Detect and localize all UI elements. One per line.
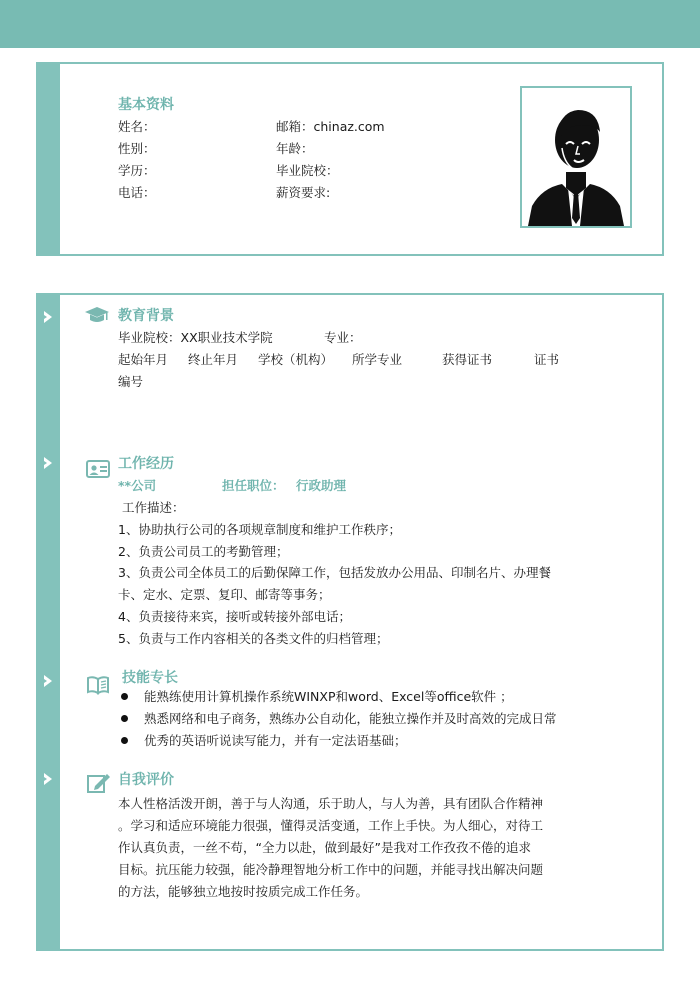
education-col-cert-no: 证书: [534, 352, 560, 367]
basic-info-title: 基本资料: [118, 97, 174, 113]
card-side-bar: [36, 62, 60, 256]
skill-item: 能熟练使用计算机操作系统WINXP和word、Excel等office软件 ；: [144, 689, 513, 704]
education-col-start: 起始年月: [118, 352, 169, 367]
bullet-dot: [121, 737, 128, 744]
skill-item: 熟悉网络和电子商务，熟练办公自动化，能独立操作并及时高效的完成日常: [144, 711, 557, 726]
email-label: 邮箱：chinaz.com: [276, 119, 385, 134]
salary-label: 薪资要求:: [276, 185, 331, 200]
top-banner: [0, 0, 700, 48]
self-eval-line: 的方法，能够独立地按时按质完成工作任务。: [118, 884, 369, 899]
skills-title: 技能专长: [122, 670, 178, 686]
self-eval-title: 自我评价: [118, 772, 174, 788]
work-position-label: 担任职位：: [222, 478, 285, 493]
book-icon: [86, 675, 112, 695]
work-item: 1、协助执行公司的各项规章制度和维护工作秩序；: [118, 522, 401, 537]
education-col-cert-no-wrap: 编号: [118, 374, 144, 389]
chevron-right-icon: [40, 455, 56, 471]
education-title: 教育背景: [118, 308, 174, 324]
self-eval-line: 本人性格活泼开朗，善于与人沟通，乐于助人，与人为善，具有团队合作精神: [118, 796, 544, 811]
id-card-icon: [86, 459, 112, 479]
profile-photo: [520, 86, 632, 228]
chevron-right-icon: [40, 309, 56, 325]
work-item: 卡、定水、定票、复印、邮寄等事务；: [118, 587, 331, 602]
education-col-major: 所学专业: [352, 352, 403, 367]
main-card: [36, 293, 664, 951]
work-item: 2、负责公司员工的考勤管理；: [118, 544, 289, 559]
portrait-silhouette-icon: [522, 88, 630, 226]
work-position: 行政助理: [296, 478, 347, 493]
work-desc-label: 工作描述：: [122, 500, 185, 515]
education-label: 学历：: [118, 163, 156, 178]
chevron-right-icon: [40, 673, 56, 689]
card-side-bar: [36, 293, 60, 951]
basic-info-card: [36, 62, 664, 256]
education-col-cert: 获得证书: [442, 352, 493, 367]
name-label: 姓名：: [118, 119, 156, 134]
edit-icon: [86, 773, 112, 793]
bullet-dot: [121, 715, 128, 722]
skill-item: 优秀的英语听说读写能力，并有一定法语基础；: [144, 733, 407, 748]
school-label: 毕业院校：: [276, 163, 339, 178]
education-col-school: 学校（机构）: [258, 352, 334, 367]
education-col-end: 终止年月: [188, 352, 239, 367]
self-eval-line: 作认真负责，一丝不苟，“全力以赴，做到最好”是我对工作孜孜不倦的追求: [118, 840, 531, 855]
self-eval-line: 。学习和适应环境能力很强，懂得灵活变通，工作上手快。为人细心，对待工: [118, 818, 544, 833]
work-item: 3、负责公司全体员工的后勤保障工作，包括发放办公用品、印制名片、办理餐: [118, 565, 551, 580]
self-eval-line: 目标。抗压能力较强，能冷静理智地分析工作中的问题，并能寻找出解决问题: [118, 862, 544, 877]
work-company: **公司: [118, 478, 157, 493]
work-item: 5、负责与工作内容相关的各类文件的归档管理；: [118, 631, 389, 646]
graduation-cap-icon: [84, 305, 110, 325]
education-school: 毕业院校：XX职业技术学院: [118, 330, 273, 345]
work-title: 工作经历: [118, 456, 174, 472]
work-item: 4、负责接待来宾，接听或转接外部电话；: [118, 609, 351, 624]
education-major: 专业：: [324, 330, 362, 345]
age-label: 年龄：: [276, 141, 314, 156]
phone-label: 电话：: [118, 185, 156, 200]
chevron-right-icon: [40, 771, 56, 787]
bullet-dot: [121, 693, 128, 700]
gender-label: 性别：: [118, 141, 156, 156]
